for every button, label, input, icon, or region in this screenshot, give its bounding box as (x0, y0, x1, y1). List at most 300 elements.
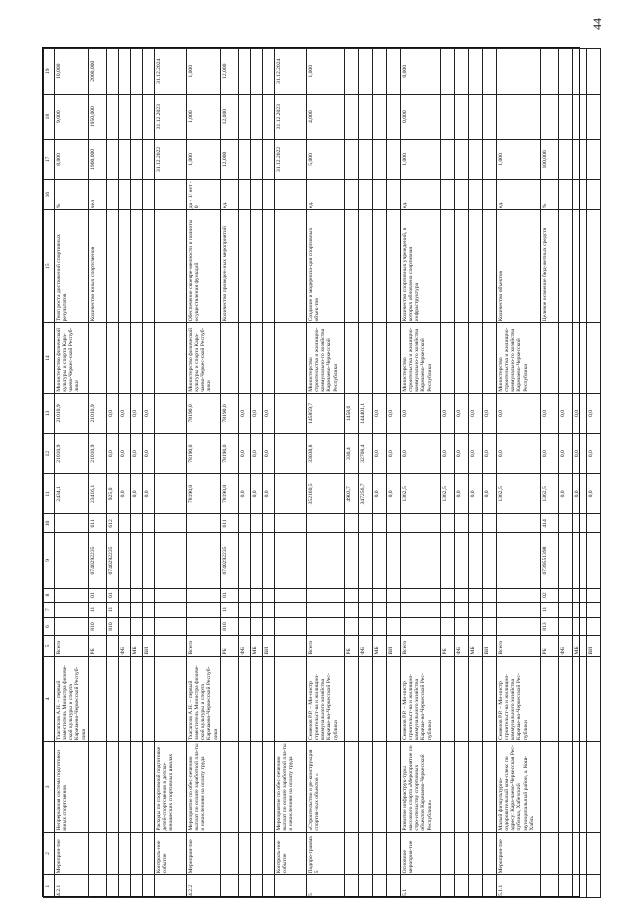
table-cell (275, 210, 307, 323)
table-cell (275, 180, 307, 210)
header-cell: 18 (44, 94, 55, 139)
table-cell (239, 617, 251, 636)
table-cell (155, 474, 187, 514)
table-cell (143, 656, 155, 742)
table-cell: ФБ (455, 636, 469, 656)
table-cell: 02 (541, 588, 559, 602)
table-cell (573, 514, 587, 533)
table-cell (345, 139, 359, 179)
table-cell (359, 514, 373, 533)
table-cell: РБ (221, 636, 239, 656)
table-cell: 5.1.1 (497, 875, 541, 898)
table-cell: РБ (89, 636, 107, 656)
table-row (497, 49, 541, 898)
table-cell: 0,0 (373, 434, 387, 474)
table-cell (441, 210, 455, 323)
table-cell (587, 210, 601, 323)
table-cell (143, 588, 155, 602)
table-cell (573, 588, 587, 602)
table-cell: 0740292235 (221, 533, 239, 588)
table-cell (155, 434, 187, 474)
table-cell (469, 588, 483, 602)
table-cell (131, 875, 143, 898)
table-cell: 5 (307, 875, 345, 898)
table-cell (187, 602, 221, 617)
table-cell: 0,0 (401, 434, 441, 474)
table-cell (541, 323, 559, 393)
table-cell: 100,000 (541, 139, 559, 179)
table-cell (587, 94, 601, 139)
table-cell (143, 514, 155, 533)
table-cell (483, 323, 497, 393)
table-cell (143, 875, 155, 898)
table-cell (119, 139, 131, 179)
table-cell: Количество спортивных учреждений, в которых обновлена спортивная инфраструктура (401, 210, 441, 323)
table-cell (239, 210, 251, 323)
table-cell (251, 588, 263, 602)
table-row (307, 49, 345, 898)
table-cell (221, 656, 239, 742)
table-cell (119, 875, 131, 898)
header-cell: 6 (44, 617, 55, 636)
header-cell: 9 (44, 533, 55, 588)
table-cell (587, 514, 601, 533)
table-cell (483, 588, 497, 602)
table-cell (441, 94, 455, 139)
table-cell (359, 210, 373, 323)
table-cell (373, 210, 387, 323)
table-cell: 0,0 (131, 474, 143, 514)
table-row (373, 49, 387, 898)
table-cell (573, 94, 587, 139)
table-cell: 12,000 (221, 94, 239, 139)
table-cell (251, 533, 263, 588)
table-cell: Мероприя-тие (497, 832, 541, 875)
table-cell (143, 94, 155, 139)
table-cell (587, 875, 601, 898)
table-cell (359, 49, 373, 95)
table-cell (187, 588, 221, 602)
table-cell (359, 139, 373, 179)
table-cell (239, 602, 251, 617)
table-cell (131, 180, 143, 210)
table-cell (373, 875, 387, 898)
table-row (455, 49, 469, 898)
table-cell: Основное мероприя-тие (401, 832, 441, 875)
table-row (239, 49, 251, 898)
table-cell (187, 533, 221, 588)
table-cell (359, 533, 373, 588)
table-cell (573, 656, 587, 742)
table-cell (573, 180, 587, 210)
table-cell (573, 617, 587, 636)
table-cell: Всего (497, 636, 541, 656)
table-cell: 1458,6 (345, 393, 359, 433)
table-cell: 0,0 (239, 474, 251, 514)
table-cell (263, 49, 275, 95)
table-cell (119, 514, 131, 533)
table-cell: Мероприятие по обес-печению выплат по оплате заработной пла-ты и начислениям на оплату труда (187, 742, 221, 833)
table-cell (263, 94, 275, 139)
table-cell (387, 210, 401, 323)
header-cell: 15 (44, 210, 55, 323)
table-cell (387, 617, 401, 636)
table-cell (275, 474, 307, 514)
table-cell: 0,0 (559, 474, 573, 514)
table-cell: 0,0 (239, 434, 251, 474)
table-cell (483, 832, 497, 875)
table-cell: Создание и модерниза-ция спортивных объек-тов (307, 210, 345, 323)
header-cell: 16 (44, 180, 55, 210)
table-cell (559, 49, 573, 95)
table-cell (131, 210, 143, 323)
table-cell: Контроль-ное событие (155, 832, 187, 875)
table-cell (275, 514, 307, 533)
table-cell: МБ (131, 636, 143, 656)
table-cell (483, 742, 497, 833)
table-cell (263, 180, 275, 210)
table-cell (275, 533, 307, 588)
table-cell: «Строительство и ре-конструкция спортив-ных объектов » (307, 742, 345, 833)
table-cell: 11 (107, 602, 119, 617)
table-cell (359, 180, 373, 210)
table-cell (469, 180, 483, 210)
table-cell (251, 94, 263, 139)
table-cell (119, 832, 131, 875)
table-cell: ед. (221, 180, 239, 210)
table-cell: 0,0 (497, 393, 541, 433)
table-cell (345, 180, 359, 210)
table-cell (497, 533, 541, 588)
table-cell: 01 (89, 588, 107, 602)
table-cell (483, 139, 497, 179)
table-cell: 12,000 (221, 139, 239, 179)
table-cell (497, 49, 541, 95)
table-cell (263, 139, 275, 179)
table-cell: 78190,0 (221, 474, 239, 514)
table-cell (497, 588, 541, 602)
table-row (573, 49, 587, 898)
table-row (441, 49, 455, 898)
table-cell (107, 636, 119, 656)
table-cell: 0,0 (373, 393, 387, 433)
table-cell (263, 742, 275, 833)
table-cell (387, 514, 401, 533)
table-cell: 0,0 (143, 474, 155, 514)
table-cell (559, 875, 573, 898)
table-cell: 0,0 (469, 393, 483, 433)
table-cell (587, 656, 601, 742)
table-cell (345, 832, 359, 875)
table-cell (469, 94, 483, 139)
table-cell (143, 617, 155, 636)
table-cell (441, 49, 455, 95)
table-cell (251, 210, 263, 323)
table-cell (483, 94, 497, 139)
table-cell: 0,000 (401, 94, 441, 139)
table-cell: 0,0 (263, 434, 275, 474)
table-cell: 0,0 (573, 434, 587, 474)
table-cell (483, 49, 497, 95)
table-cell: МБ (573, 636, 587, 656)
table-cell (455, 533, 469, 588)
table-cell (119, 210, 131, 323)
table-cell (387, 875, 401, 898)
table-cell (469, 139, 483, 179)
table-cell (373, 602, 387, 617)
table-cell: 4.2.1 (55, 875, 89, 898)
table-cell (455, 94, 469, 139)
table-row (119, 49, 131, 898)
table-cell (483, 602, 497, 617)
table-cell: 0,0 (541, 393, 559, 433)
table-cell: Мероприятие по обес-печению выплат по оплате заработной пла-ты и начислениям на оплату труда (275, 742, 307, 833)
table-cell: ед. (497, 180, 541, 210)
table-cell: 810 (107, 617, 119, 636)
table-cell (263, 875, 275, 898)
table-cell (455, 617, 469, 636)
table-cell (441, 514, 455, 533)
table-cell (263, 210, 275, 323)
table-cell: да - 1/ нет - 0 (187, 180, 221, 210)
table-cell (107, 742, 119, 833)
table-cell (469, 210, 483, 323)
table-cell: 1900,000 (89, 139, 107, 179)
table-cell (275, 656, 307, 742)
table-cell (455, 832, 469, 875)
table-cell (119, 49, 131, 95)
table-cell: 31.12.2023 (155, 94, 187, 139)
table-cell (119, 180, 131, 210)
table-cell (573, 742, 587, 833)
table-cell: 01 (107, 588, 119, 602)
table-cell (155, 656, 187, 742)
table-cell: 1,000 (401, 139, 441, 179)
table-cell: 78190,0 (221, 393, 239, 433)
table-row (55, 49, 89, 898)
header-cell: 1 (44, 875, 55, 898)
table-cell (275, 617, 307, 636)
table-cell (541, 49, 559, 95)
table-cell: МБ (251, 636, 263, 656)
table-cell: 144401,1 (359, 393, 373, 433)
table-cell (263, 533, 275, 588)
table-cell: РБ (345, 636, 359, 656)
table-cell: ФБ (559, 636, 573, 656)
table-cell (107, 656, 119, 742)
table-cell (345, 875, 359, 898)
table-cell: Министерство строительства и жилищно-коммунально-го хозяйства Карачаево-Черкесской Республики (307, 323, 345, 393)
table-cell: 78190,0 (187, 393, 221, 433)
table-cell (251, 832, 263, 875)
table-cell (469, 656, 483, 742)
table-cell (359, 656, 373, 742)
table-cell: 0,0 (107, 393, 119, 433)
table-cell (483, 533, 497, 588)
table-cell (131, 514, 143, 533)
table-cell (559, 588, 573, 602)
table-cell: 611 (221, 514, 239, 533)
table-cell (387, 533, 401, 588)
table-cell (251, 602, 263, 617)
table-cell: 8,000 (55, 139, 89, 179)
table-cell (559, 602, 573, 617)
table-cell (401, 533, 441, 588)
table-cell: % (55, 180, 89, 210)
table-cell (359, 602, 373, 617)
table-cell: 78190,0 (187, 434, 221, 474)
table-row (483, 49, 497, 898)
table-cell (143, 180, 155, 210)
table-cell (155, 323, 187, 393)
table-cell (455, 180, 469, 210)
table-cell (359, 742, 373, 833)
header-cell: 19 (44, 49, 55, 95)
table-cell (559, 180, 573, 210)
table-cell: 31.12.2024 (155, 49, 187, 95)
table-cell: Расходы по спортивной подготовке детей-спортсменов в детско-юношеских спортивных школах (155, 742, 187, 833)
table-cell (455, 514, 469, 533)
table-cell: 1,000 (307, 49, 345, 95)
table-cell (119, 94, 131, 139)
table-cell (483, 180, 497, 210)
table-row (89, 49, 107, 898)
table-cell: 1,000 (187, 49, 221, 95)
table-cell (441, 139, 455, 179)
header-cell: 11 (44, 474, 55, 514)
table-cell: 0,0 (559, 393, 573, 433)
table-cell: 1362,5 (401, 474, 441, 514)
table-cell: 33038,8 (307, 434, 345, 474)
table-cell (587, 139, 601, 179)
table-cell: ВИ (587, 636, 601, 656)
table-cell (187, 617, 221, 636)
table-cell (541, 832, 559, 875)
table-cell (239, 875, 251, 898)
table-cell (239, 533, 251, 588)
table-cell (345, 94, 359, 139)
table-cell (573, 602, 587, 617)
table-cell (131, 617, 143, 636)
table-cell (387, 323, 401, 393)
table-cell (587, 180, 601, 210)
table-cell (143, 139, 155, 179)
table-cell (441, 533, 455, 588)
table-cell: Семенов Р.Р. – Ми-нистр строительст-ва и жилищно-коммунального хозяйства Карачае-во-Черкесской Рес-публики (401, 656, 441, 742)
table-cell (387, 139, 401, 179)
table-cell: 2434,1 (55, 474, 89, 514)
table-row (251, 49, 263, 898)
table-cell (107, 139, 119, 179)
table-cell: 611 (89, 514, 107, 533)
table-cell: % (541, 180, 559, 210)
table-cell: 4.2.2 (187, 875, 221, 898)
table-cell (55, 602, 89, 617)
header-cell: 13 (44, 393, 55, 433)
table-cell: 0,0 (483, 434, 497, 474)
table-cell: 21010,9 (89, 393, 107, 433)
table-cell: 0,0 (131, 393, 143, 433)
table-cell (359, 323, 373, 393)
table-cell: ед. (307, 180, 345, 210)
table-cell (373, 180, 387, 210)
table-cell (119, 533, 131, 588)
table-cell: 4903,7 (345, 474, 359, 514)
table-cell (155, 602, 187, 617)
table-cell: 0,0 (143, 393, 155, 433)
table-cell (251, 323, 263, 393)
table-cell (559, 514, 573, 533)
table-cell: 0740292235 (89, 533, 107, 588)
table-cell (387, 94, 401, 139)
table-cell: 32708,4 (359, 434, 373, 474)
table-cell: Семенов Р.Р. – Ми-нистр строительст-ва и жилищно-коммунального хозяйства Карачае-во-Черкесской Рес-публики (497, 656, 541, 742)
table-cell (455, 602, 469, 617)
table-cell (55, 617, 89, 636)
table-cell: 414 (541, 514, 559, 533)
table-cell: чел (89, 180, 107, 210)
table-cell: 31.12.2024 (275, 49, 307, 95)
table-cell: Мероприя-тие (187, 832, 221, 875)
table-cell: Развитие инфраструк-туры массового спорта «Мероприятие по стро-ительству спортивных объектов Карачаево-Черкесской Республики» (401, 742, 441, 833)
table-cell (155, 875, 187, 898)
table-cell (373, 533, 387, 588)
table-cell: Количество проведен-ных мероприятий (221, 210, 239, 323)
table-cell (497, 514, 541, 533)
table-cell (251, 49, 263, 95)
table-cell (441, 656, 455, 742)
header-cell: 8 (44, 588, 55, 602)
table-cell: 0,0 (387, 474, 401, 514)
table-cell: 0,0 (441, 434, 455, 474)
table-cell (441, 588, 455, 602)
table-cell: 0,0 (483, 393, 497, 433)
table-cell (263, 514, 275, 533)
table-cell (131, 139, 143, 179)
header-row (44, 49, 55, 898)
table-cell: 1,000 (187, 139, 221, 179)
table-cell (373, 49, 387, 95)
table-cell (307, 617, 345, 636)
table-cell (587, 617, 601, 636)
table-cell: 21010,9 (55, 434, 89, 474)
table-cell (155, 617, 187, 636)
table-cell: 12,000 (221, 49, 239, 95)
table-cell (559, 139, 573, 179)
table-cell: 5,000 (307, 139, 345, 179)
table-cell: 612 (107, 514, 119, 533)
table-cell (221, 832, 239, 875)
table-cell (143, 210, 155, 323)
table-row (387, 49, 401, 898)
table-cell (469, 323, 483, 393)
table-cell (483, 656, 497, 742)
table-cell: 0,0 (587, 393, 601, 433)
table-cell (307, 588, 345, 602)
table-row (221, 49, 239, 898)
table-cell: ВИ (263, 636, 275, 656)
table-cell: 21010,9 (55, 393, 89, 433)
table-cell (559, 533, 573, 588)
table-cell (143, 602, 155, 617)
table-cell: 0,0 (387, 393, 401, 433)
table-cell: 0,0 (441, 393, 455, 433)
table-cell (573, 49, 587, 95)
table-cell: 0,0 (587, 434, 601, 474)
table-cell (107, 832, 119, 875)
table-cell (143, 323, 155, 393)
table-cell (239, 94, 251, 139)
